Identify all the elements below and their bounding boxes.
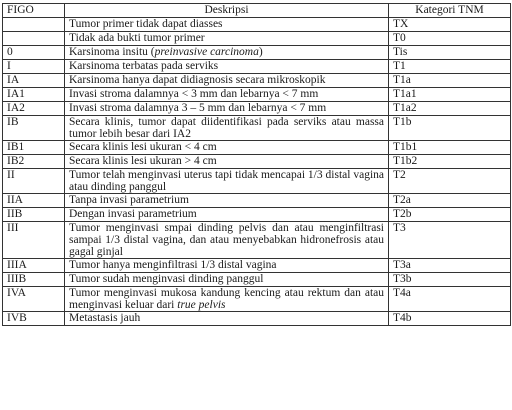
header-figo: FIGO <box>3 4 65 18</box>
tnm-cell: T2a <box>389 194 511 208</box>
tnm-cell: TX <box>389 18 511 32</box>
desc-cell: Dengan invasi parametrium <box>65 208 389 222</box>
desc-cell <box>65 46 389 60</box>
table-row <box>3 222 511 259</box>
desc-cell: Tumor menginvasi smpai dinding pelvis dan atau menginfiltrasi sampai 1/3 distal vagina, dan atau menyebabkan hidronefrosis atau gagal ginjal <box>65 222 389 259</box>
desc-cell: Tumor primer tidak dapat diasses <box>65 18 389 32</box>
figo-cell: IIB <box>3 208 65 222</box>
figo-cell: IB2 <box>3 155 65 169</box>
desc-text: Tumor menginvasi mukosa kandung kencing atau rektum dan atau menginvasi keluar dari <box>69 287 384 311</box>
figo-cell: IA1 <box>3 88 65 102</box>
desc-italic-text: preinvasive carcinoma <box>154 46 259 58</box>
table-header-row <box>3 4 511 18</box>
table-row <box>3 18 511 32</box>
table-row <box>3 273 511 287</box>
tnm-cell: T1a2 <box>389 102 511 116</box>
figo-cell: IA2 <box>3 102 65 116</box>
tnm-cell: T0 <box>389 32 511 46</box>
tnm-cell: T2 <box>389 169 511 194</box>
table-row <box>3 116 511 141</box>
figo-cell: III <box>3 222 65 259</box>
figo-cell: IIIA <box>3 259 65 273</box>
tnm-cell: T4b <box>389 312 511 326</box>
tnm-cell: T1 <box>389 60 511 74</box>
tnm-cell: T1b <box>389 116 511 141</box>
table-row <box>3 259 511 273</box>
desc-cell: Tidak ada bukti tumor primer <box>65 32 389 46</box>
desc-italic-text: true pelvis <box>177 299 226 311</box>
figo-cell: I <box>3 60 65 74</box>
figo-tnm-table <box>2 3 511 326</box>
figo-cell: IA <box>3 74 65 88</box>
desc-cell: Secara klinis lesi ukuran > 4 cm <box>65 155 389 169</box>
tnm-cell: T1b1 <box>389 141 511 155</box>
figo-cell: 0 <box>3 46 65 60</box>
desc-cell: Invasi stroma dalamnya < 3 mm dan lebarnya < 7 mm <box>65 88 389 102</box>
figo-cell: IIA <box>3 194 65 208</box>
table-row <box>3 60 511 74</box>
desc-text: ) <box>258 46 263 58</box>
tnm-cell: T1a1 <box>389 88 511 102</box>
desc-cell <box>65 287 389 312</box>
tnm-cell: T3a <box>389 259 511 273</box>
desc-cell: Metastasis jauh <box>65 312 389 326</box>
figo-cell: IB <box>3 116 65 141</box>
table-row <box>3 287 511 312</box>
table-row <box>3 102 511 116</box>
desc-cell: Tumor sudah menginvasi dinding panggul <box>65 273 389 287</box>
desc-cell: Tumor hanya menginfiltrasi 1/3 distal vagina <box>65 259 389 273</box>
desc-cell: Invasi stroma dalamnya 3 – 5 mm dan lebarnya < 7 mm <box>65 102 389 116</box>
table-row <box>3 155 511 169</box>
header-deskripsi: Deskripsi <box>65 4 389 18</box>
figo-cell: IVB <box>3 312 65 326</box>
table-row <box>3 141 511 155</box>
tnm-cell: T3 <box>389 222 511 259</box>
table-row <box>3 74 511 88</box>
table-row <box>3 32 511 46</box>
tnm-cell: T3b <box>389 273 511 287</box>
tnm-cell: T1a <box>389 74 511 88</box>
tnm-cell: T1b2 <box>389 155 511 169</box>
tnm-cell: T4a <box>389 287 511 312</box>
desc-cell: Karsinoma hanya dapat didiagnosis secara mikroskopik <box>65 74 389 88</box>
desc-cell: Secara klinis, tumor dapat diidentifikasi pada serviks atau massa tumor lebih besar dari IA2 <box>65 116 389 141</box>
table-row <box>3 46 511 60</box>
figo-cell <box>3 18 65 32</box>
table-row <box>3 88 511 102</box>
table-row <box>3 208 511 222</box>
table-row <box>3 194 511 208</box>
desc-cell: Tumor telah menginvasi uterus tapi tidak mencapai 1/3 distal vagina atau dinding panggul <box>65 169 389 194</box>
table-row <box>3 169 511 194</box>
table-row <box>3 312 511 326</box>
tnm-cell: Tis <box>389 46 511 60</box>
figo-cell: IB1 <box>3 141 65 155</box>
desc-cell: Secara klinis lesi ukuran < 4 cm <box>65 141 389 155</box>
tnm-cell: T2b <box>389 208 511 222</box>
desc-text: Karsinoma insitu ( <box>69 46 155 58</box>
header-tnm: Kategori TNM <box>389 4 511 18</box>
figo-cell: IIIB <box>3 273 65 287</box>
figo-cell: II <box>3 169 65 194</box>
desc-cell: Tanpa invasi parametrium <box>65 194 389 208</box>
figo-cell <box>3 32 65 46</box>
figo-cell: IVA <box>3 287 65 312</box>
desc-cell: Karsinoma terbatas pada serviks <box>65 60 389 74</box>
